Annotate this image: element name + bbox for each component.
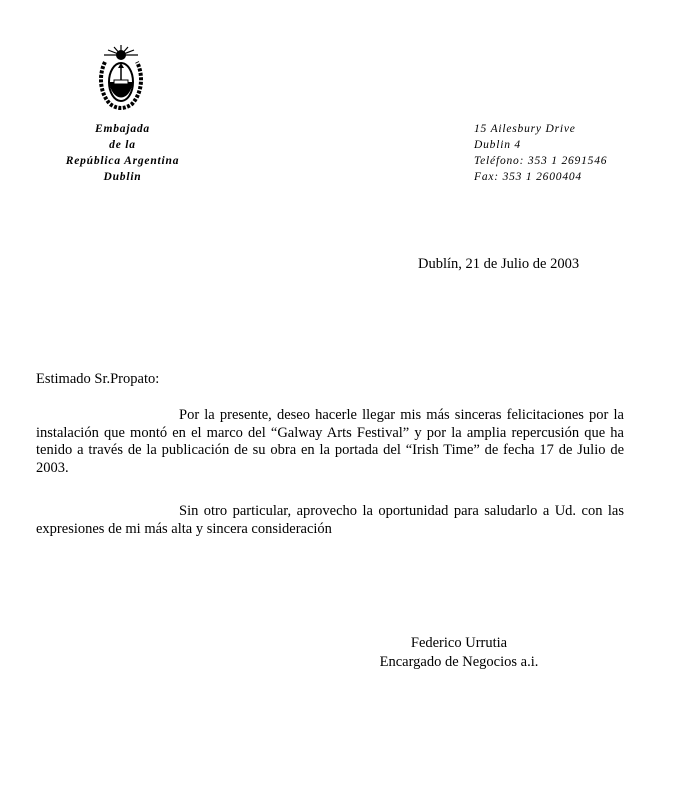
coat-of-arms-emblem — [96, 44, 146, 110]
signatory-name: Federico Urrutia — [410, 635, 508, 651]
letterhead-line: República Argentina — [65, 155, 180, 167]
letterhead-line: Dublin — [103, 171, 142, 183]
fax-line: Fax: 353 1 2600404 — [474, 171, 582, 183]
embassy-letterhead — [40, 121, 205, 185]
phone-line: Teléfono: 353 1 2691546 — [474, 155, 608, 167]
embassy-address — [474, 121, 674, 185]
letter-date: Dublín, 21 de Julio de 2003 — [418, 256, 580, 272]
letterhead-line: Embajada — [95, 123, 150, 135]
body-paragraph-1: Por la presente, deseo hacerle llegar mis más sinceras felicitaciones por la instalación que montó en el marco del “Galway Arts Festival” y por la amplia repercusión que ha tenido a través de la publicación de su obra en la portada del “Irish Time” de fecha 17 de Julio de 2003. — [36, 407, 624, 476]
salutation: Estimado Sr.Propato: — [36, 371, 160, 387]
body-paragraph-2: Sin otro particular, aprovecho la oportunidad para saludarlo a Ud. con las expresiones de mi más alta y sincera consideración — [36, 503, 624, 537]
address-line: 15 Ailesbury Drive — [474, 123, 576, 135]
letterhead-line: de la — [109, 139, 136, 151]
signatory-title: Encargado de Negocios a.i. — [379, 654, 539, 670]
signature-block — [330, 634, 588, 672]
address-line: Dublin 4 — [474, 139, 521, 151]
